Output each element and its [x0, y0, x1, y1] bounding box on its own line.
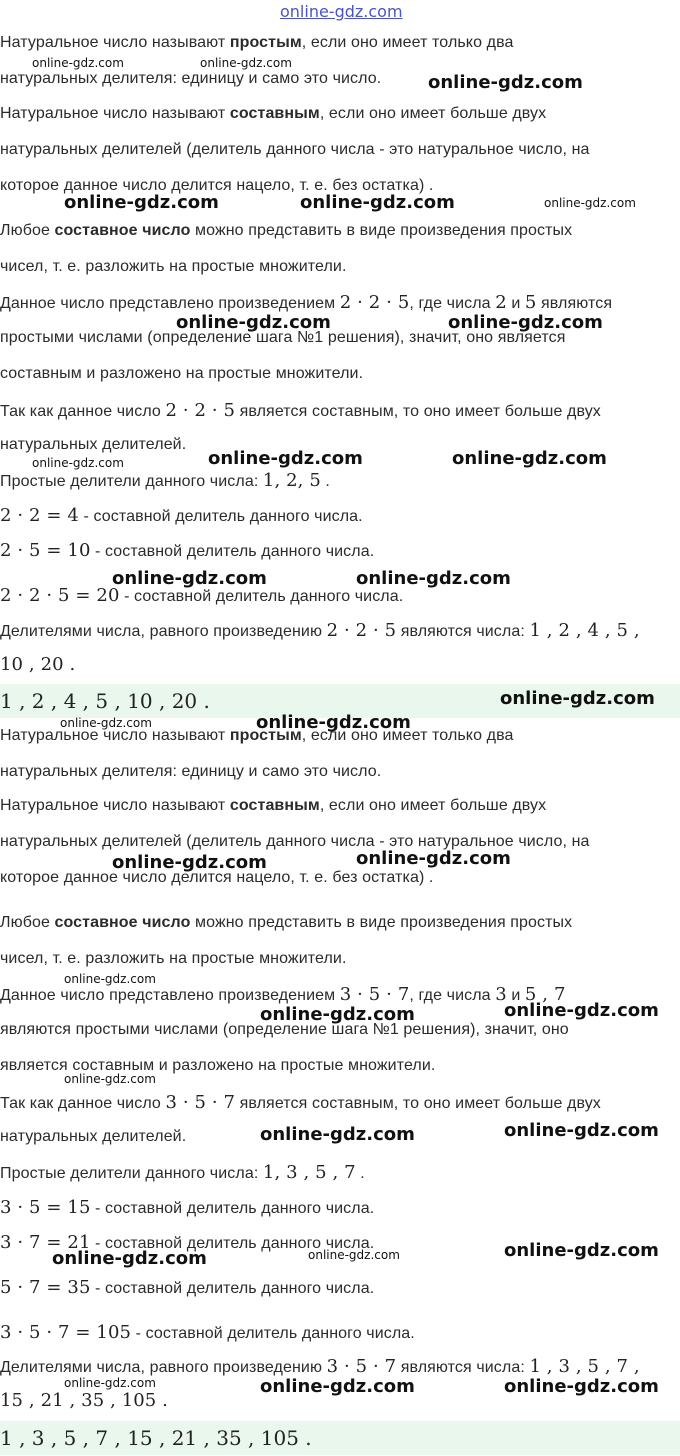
- text: , если оно имеет только два: [301, 727, 514, 744]
- text: , если оно имеет больше двух: [319, 797, 547, 814]
- term-composite: составным: [229, 105, 320, 122]
- sol2-product-statement-cont: являются простыми числами (определение шага №1 решения), значит, оно: [0, 1021, 569, 1038]
- text: Любое: [0, 914, 55, 931]
- text: Натуральное число называют: [0, 797, 230, 814]
- sol1-product-statement: [0, 292, 612, 313]
- watermark: online-gdz.com: [448, 312, 603, 333]
- sol1-all-divisors: [0, 620, 640, 641]
- sol2-composite-conclusion: [0, 1092, 601, 1113]
- sol2-divisor-15: [0, 1197, 374, 1218]
- watermark: online-gdz.com: [32, 456, 124, 470]
- text: Простые делители данного числа:: [0, 1165, 263, 1182]
- text: .: [355, 1165, 365, 1182]
- sol1-composite-definition: [0, 105, 546, 123]
- math-equation: 3 · 7 = 21: [0, 1232, 91, 1253]
- math-product: 2 · 2 · 5: [339, 292, 410, 313]
- math-product: 3 · 5 · 7: [165, 1092, 236, 1113]
- watermark: online-gdz.com: [200, 56, 292, 70]
- math-equation: 3 · 5 · 7 = 105: [0, 1322, 132, 1343]
- text: - составной делитель данного числа.: [78, 508, 363, 525]
- math-equation: 2 · 5 = 10: [0, 540, 91, 561]
- watermark: online-gdz.com: [308, 1248, 400, 1262]
- watermark: online-gdz.com: [112, 852, 267, 873]
- sol1-prime-definition: [0, 34, 514, 52]
- sol2-factorization-note-cont: чисел, т. е. разложить на простые множители.: [0, 950, 347, 967]
- watermark: online-gdz.com: [356, 848, 511, 869]
- watermark: online-gdz.com: [260, 1124, 415, 1145]
- math-list: 5 , 7: [524, 984, 566, 1005]
- watermark: online-gdz.com: [260, 1004, 415, 1025]
- watermark: online-gdz.com: [356, 568, 511, 589]
- math-equation: 2 · 2 · 5 = 20: [0, 585, 120, 606]
- sol2-product-statement: [0, 984, 566, 1005]
- math-product: 2 · 2 · 5: [326, 620, 397, 641]
- text: .: [320, 473, 330, 490]
- watermark: online-gdz.com: [176, 312, 331, 333]
- math-equation: 2 · 2 = 4: [0, 505, 79, 526]
- math-list: 1, 2, 5: [262, 470, 321, 491]
- watermark: online-gdz.com: [504, 1000, 659, 1021]
- text: - составной делитель данного числа.: [119, 588, 404, 605]
- watermark: online-gdz.com: [504, 1120, 659, 1141]
- text: можно представить в виде произведения простых: [190, 914, 573, 931]
- sol1-prime-divisors: [0, 470, 330, 491]
- sol2-divisor-105: [0, 1322, 415, 1343]
- answer-value: 1 , 3 , 5 , 7 , 15 , 21 , 35 , 105 .: [0, 1426, 312, 1450]
- term-composite-number: составное число: [54, 222, 191, 239]
- watermark: online-gdz.com: [300, 192, 455, 213]
- math-equation: 3 · 5 = 15: [0, 1197, 91, 1218]
- watermark: online-gdz.com: [208, 448, 363, 469]
- watermark: online-gdz.com: [504, 1376, 659, 1397]
- text: является составным, то оно имеет больше двух: [235, 403, 601, 420]
- text: являются числа:: [396, 1359, 530, 1376]
- text: Делителями числа, равного произведению: [0, 1359, 327, 1376]
- math-number: 3: [495, 984, 507, 1005]
- watermark: online-gdz.com: [52, 1248, 207, 1269]
- term-prime: простым: [229, 34, 302, 51]
- text: - составной делитель данного числа.: [90, 1235, 375, 1252]
- watermark: online-gdz.com: [544, 196, 636, 210]
- sol2-prime-divisors: [0, 1162, 365, 1183]
- text: - составной делитель данного числа.: [131, 1325, 415, 1342]
- watermark: online-gdz.com: [260, 1376, 415, 1397]
- watermark: online-gdz.com: [64, 1376, 156, 1390]
- sol2-composite-definition-cont: натуральных делителей (делитель данного числа - это натуральное число, на: [0, 833, 590, 850]
- text: является составным, то оно имеет больше двух: [235, 1095, 601, 1112]
- sol2-prime-definition-cont: натуральных делителя: единицу и само это число.: [0, 763, 382, 780]
- text: Натуральное число называют: [0, 727, 230, 744]
- sol2-composite-definition: [0, 797, 546, 815]
- watermark: online-gdz.com: [504, 1240, 659, 1261]
- math-list: 1 , 2 , 4 , 5 ,: [529, 620, 640, 641]
- sol1-product-statement-end: составным и разложено на простые множители.: [0, 365, 364, 382]
- text: Натуральное число называют: [0, 34, 230, 51]
- math-product: 3 · 5 · 7: [326, 1356, 397, 1377]
- text: Делителями числа, равного произведению: [0, 623, 327, 640]
- math-number: 2: [495, 292, 507, 313]
- watermark: online-gdz.com: [452, 448, 607, 469]
- watermark: online-gdz.com: [32, 56, 124, 70]
- sol2-answer-box: [0, 1421, 680, 1455]
- text: Данное число представлено произведением: [0, 295, 340, 312]
- math-product: 3 · 5 · 7: [339, 984, 410, 1005]
- sol2-factorization-note: [0, 914, 572, 932]
- sol1-divisor-4: [0, 505, 363, 526]
- text: Так как данное число: [0, 403, 166, 420]
- answer-value: 1 , 2 , 4 , 5 , 10 , 20 .: [0, 689, 210, 713]
- sol2-product-statement-end: является составным и разложено на простые множители.: [0, 1057, 436, 1074]
- watermark: online-gdz.com: [428, 72, 583, 93]
- sol2-divisor-35: [0, 1277, 374, 1298]
- text: являются: [536, 295, 613, 312]
- sol1-composite-definition-end: которое данное число делится нацело, т. е. без остатка) .: [0, 177, 434, 194]
- sol2-composite-conclusion-cont: натуральных делителей.: [0, 1128, 187, 1145]
- term-composite-number: составное число: [54, 914, 191, 931]
- sol2-all-divisors-cont: [0, 1390, 168, 1411]
- watermark: online-gdz.com: [60, 716, 152, 730]
- text: , если оно имеет больше двух: [319, 105, 547, 122]
- text: Данное число представлено произведением: [0, 987, 340, 1004]
- text: - составной делитель данного числа.: [90, 1280, 375, 1297]
- term-composite: составным: [229, 797, 320, 814]
- math-product: 2 · 2 · 5: [165, 400, 236, 421]
- sol1-all-divisors-cont: [0, 654, 75, 675]
- watermark: online-gdz.com: [64, 972, 156, 986]
- watermark: online-gdz.com: [500, 688, 655, 709]
- watermark: online-gdz.com: [112, 568, 267, 589]
- sol1-factorization-note: [0, 222, 572, 240]
- text: , где числа: [409, 295, 496, 312]
- text: - составной делитель данного числа.: [90, 543, 375, 560]
- text: Любое: [0, 222, 55, 239]
- math-equation: 5 · 7 = 35: [0, 1277, 91, 1298]
- sol2-all-divisors: [0, 1356, 640, 1377]
- math-list: 1, 3 , 5 , 7: [262, 1162, 356, 1183]
- sol2-composite-definition-end: которое данное число делится нацело, т. е. без остатка) .: [0, 869, 434, 886]
- site-watermark-link[interactable]: online-gdz.com: [280, 2, 403, 21]
- text: - составной делитель данного числа.: [90, 1200, 375, 1217]
- sol1-divisor-10: [0, 540, 374, 561]
- text: можно представить в виде произведения простых: [190, 222, 573, 239]
- text: Простые делители данного числа:: [0, 473, 263, 490]
- sol1-product-statement-cont: простыми числами (определение шага №1 решения), значит, оно является: [0, 329, 566, 346]
- sol1-composite-conclusion: [0, 400, 601, 421]
- math-number: 5: [524, 292, 537, 313]
- math-list: 10 , 20 .: [0, 654, 76, 675]
- sol1-composite-conclusion-cont: натуральных делителей.: [0, 436, 187, 453]
- term-prime: простым: [229, 727, 302, 744]
- watermark: online-gdz.com: [64, 192, 219, 213]
- watermark: online-gdz.com: [256, 712, 411, 733]
- text: Натуральное число называют: [0, 105, 230, 122]
- text: и: [506, 987, 525, 1004]
- sol1-composite-definition-cont: натуральных делителей (делитель данного числа - это натуральное число, на: [0, 141, 590, 158]
- math-list: 15 , 21 , 35 , 105 .: [0, 1390, 169, 1411]
- sol1-prime-definition-cont: натуральных делителя: единицу и само это число.: [0, 70, 382, 87]
- math-list: 1 , 3 , 5 , 7 ,: [529, 1356, 640, 1377]
- sol1-factorization-note-cont: чисел, т. е. разложить на простые множители.: [0, 258, 347, 275]
- text: , где числа: [409, 987, 496, 1004]
- text: и: [506, 295, 525, 312]
- watermark: online-gdz.com: [64, 1072, 156, 1086]
- text: , если оно имеет только два: [301, 34, 514, 51]
- text: являются числа:: [396, 623, 530, 640]
- text: Так как данное число: [0, 1095, 166, 1112]
